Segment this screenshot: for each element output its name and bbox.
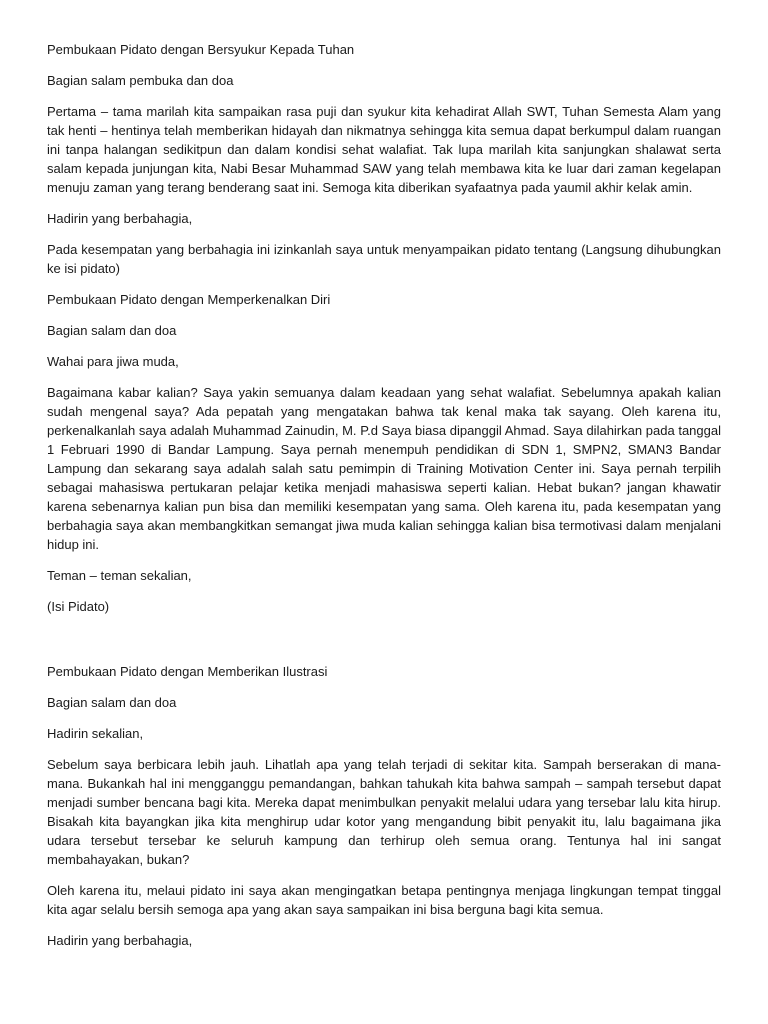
greeting-line: Wahai para jiwa muda,: [47, 354, 179, 369]
section-subheading: Bagian salam dan doa: [47, 323, 177, 338]
paragraph: Pertama – tama marilah kita sampaikan rasa puji dan syukur kita kehadirat Allah SWT, Tuhan Semesta Alam yang tak henti – hentinya telah memberikan hidayah dan nikmatnya sehingga kita semua dapat berkumpul dalam ruangan ini tanpa halangan sedikitpun dan dalam kondisi sehat walafiat. Tak lupa marilah kita sanjungkan shalawat serta salam kepada junjungan kita, Nabi Besar Muhammad SAW yang telah membawa kita ke luar dari zaman kegelapan menuju zaman yang terang benderang saat ini. Semoga kita diberikan syafaatnya pada yaumil akhir kelak amin.: [47, 104, 721, 195]
paragraph: Oleh karena itu, melaui pidato ini saya akan mengingatkan betapa pentingnya menjaga lingkungan tempat tinggal kita agar selalu bersih semoga apa yang akan saya sampaikan ini bisa berguna bagi kita semua.: [47, 883, 721, 917]
section-gap: [47, 628, 721, 662]
paragraph: Sebelum saya berbicara lebih jauh. Lihatlah apa yang telah terjadi di sekitar kita. Sampah berserakan di mana-mana. Bukankah hal ini mengganggu pemandangan, bahkan tahukah kita bahwa sampah – sampah tersebut dapat menjadi sumber bencana bagi kita. Mereka dapat menimbulkan penyakit melalui udara yang tersebar lalu kita hirup. Bisakah kita bayangkan jika kita menghirup udar kotor yang mengandung bibit penyakit itu, lalu bagaimana jika udara tersebut tersebar ke seluruh kampung dan terhirup oleh semua orang. Tentunya hal ini sangat membahayakan, bukan?: [47, 757, 721, 867]
document-page: [47, 40, 721, 962]
section-subheading: Bagian salam dan doa: [47, 695, 177, 710]
greeting-line: Teman – teman sekalian,: [47, 568, 192, 583]
section-heading-perkenalan: Pembukaan Pidato dengan Memperkenalkan Diri: [47, 292, 331, 307]
section-heading-bersyukur: Pembukaan Pidato dengan Bersyukur Kepada Tuhan: [47, 42, 355, 57]
placeholder-line: (Isi Pidato): [47, 599, 110, 614]
greeting-line: Hadirin yang berbahagia,: [47, 933, 193, 948]
greeting-line: Hadirin yang berbahagia,: [47, 211, 193, 226]
paragraph: Pada kesempatan yang berbahagia ini izinkanlah saya untuk menyampaikan pidato tentang (Langsung dihubungkan ke isi pidato): [47, 242, 721, 276]
section-heading-ilustrasi: Pembukaan Pidato dengan Memberikan Ilustrasi: [47, 664, 328, 679]
section-subheading: Bagian salam pembuka dan doa: [47, 73, 234, 88]
greeting-line: Hadirin sekalian,: [47, 726, 144, 741]
paragraph: Bagaimana kabar kalian? Saya yakin semuanya dalam keadaan yang sehat walafiat. Sebelumnya apakah kalian sudah mengenal saya? Ada pepatah yang mengatakan bahwa tak kenal maka tak sayang. Oleh karena itu, perkenalkanlah saya adalah Muhammad Zainudin, M. P.d Saya biasa dipanggil Ahmad. Saya dilahirkan pada tanggal 1 Februari 1990 di Bandar Lampung. Saya pernah menempuh pendidikan di SDN 1, SMPN2, SMAN3 Bandar Lampung dan sekarang saya adalah salah satu pemimpin di Training Motivation Center ini. Saya pernah terpilih sebagai mahasiswa pertukaran pelajar ketika menjadi mahasiswa seperti kalian. Hebat bukan? jangan khawatir karena sebenarnya kalian pun bisa dan memiliki kesempatan yang sama. Oleh karena itu, pada kesempatan yang berbahagia saya akan membangkitkan semangat jiwa muda kalian sehingga kalian bisa termotivasi dalam menjalani hidup ini.: [47, 385, 721, 552]
